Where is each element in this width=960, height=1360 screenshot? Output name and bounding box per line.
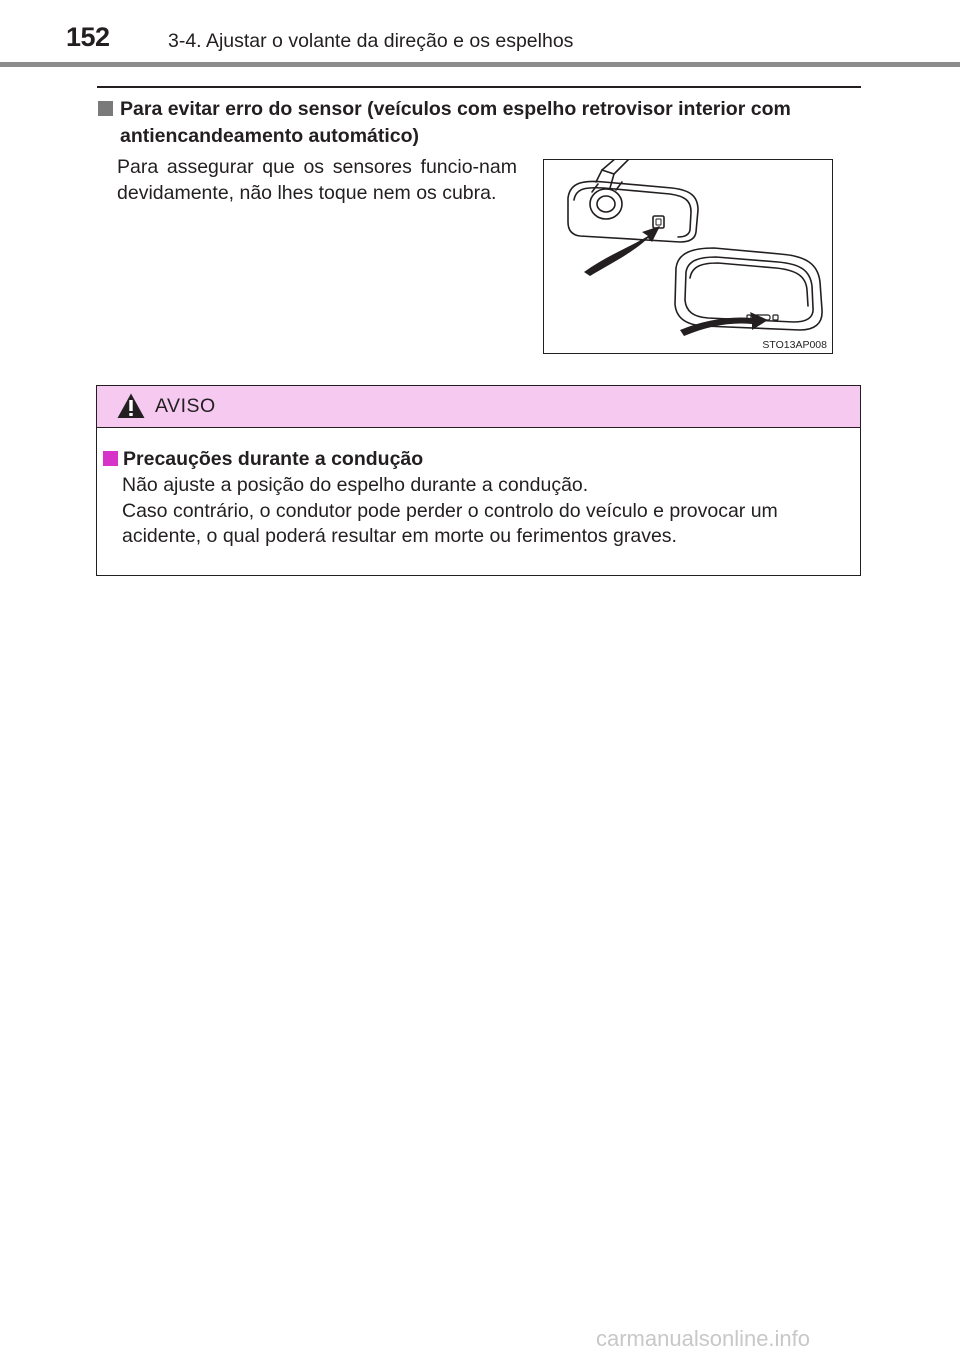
watermark: carmanualsonline.info	[596, 1326, 811, 1351]
warning-body	[122, 473, 857, 550]
section-heading-text: Para evitar erro do sensor (veículos com espelho retrovisor interior com antiencandeamento automático)	[120, 98, 791, 147]
section-rule	[97, 86, 861, 88]
section-heading	[98, 96, 866, 150]
warning-label: AVISO	[155, 395, 216, 417]
warning-heading-text: Precauções durante a condução	[123, 448, 424, 470]
warning-bullet-square	[103, 451, 118, 466]
mirror-sensor-figure	[543, 159, 833, 354]
header-title: 3-4. Ajustar o volante da direção e os espelhos	[168, 30, 574, 52]
figure-code: STO13AP008	[762, 338, 827, 351]
section-bullet-square	[98, 101, 113, 116]
warning-header	[97, 386, 860, 428]
header-rule	[0, 62, 960, 67]
warning-line: Não ajuste a posição do espelho durante a condução.	[122, 474, 589, 496]
warning-box	[96, 385, 861, 576]
warning-line: Caso contrário, o condutor pode perder o controlo do veículo e provocar um	[122, 499, 778, 522]
page-number: 152	[66, 22, 110, 52]
mirror-illustration	[544, 160, 834, 355]
warning-heading	[103, 447, 423, 471]
warning-triangle-icon	[116, 392, 146, 420]
section-body: Para assegurar que os sensores funcio-nam devidamente, não lhes toque nem os cubra.	[117, 156, 517, 204]
warning-line: acidente, o qual poderá resultar em morte ou ferimentos graves.	[122, 525, 677, 547]
